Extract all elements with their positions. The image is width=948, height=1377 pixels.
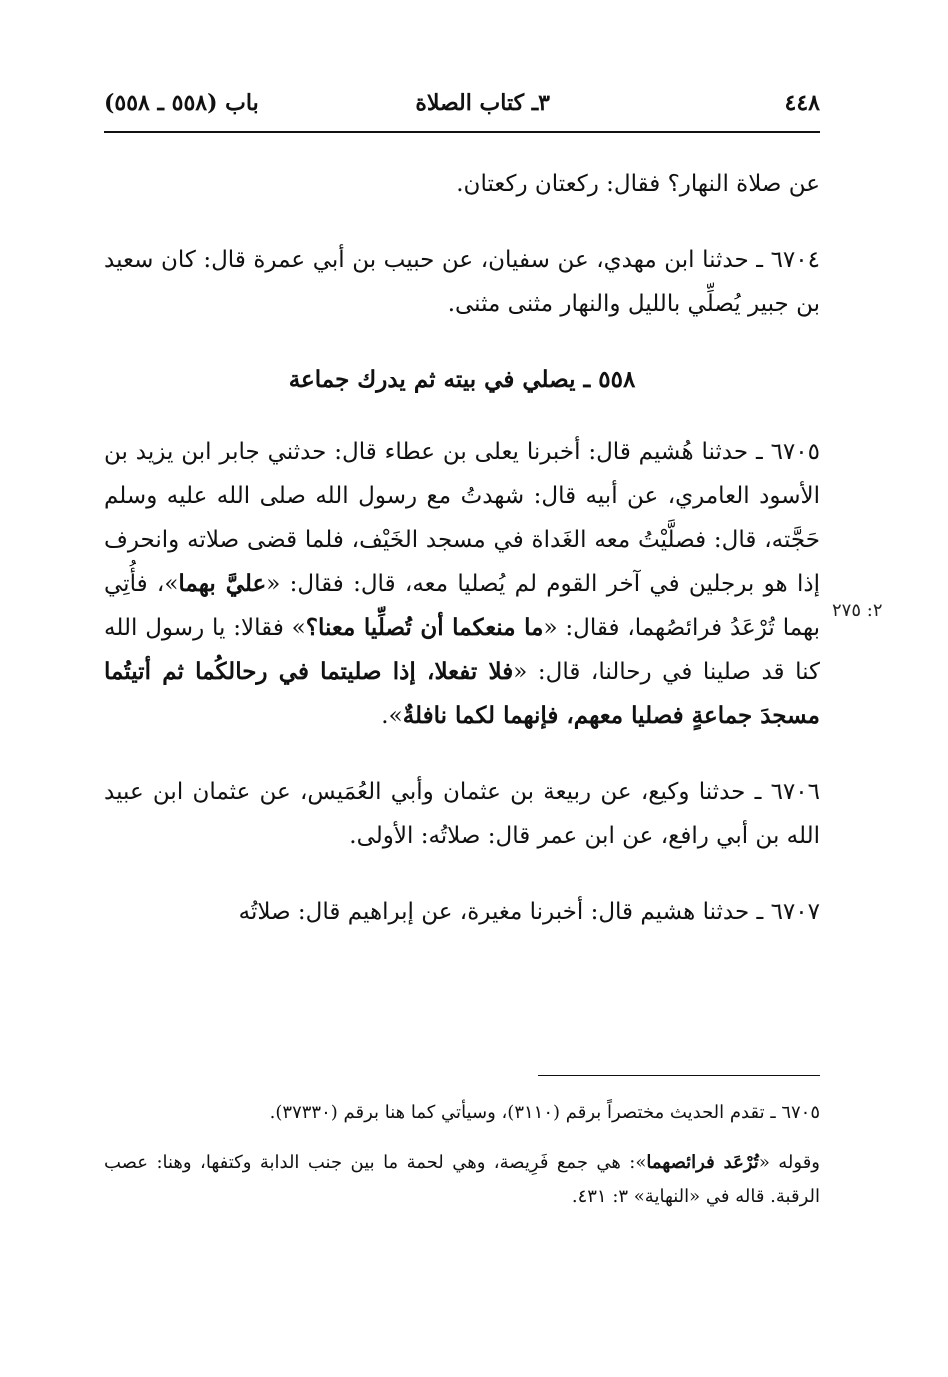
hadith-6705-quote-2: ما منعكما أن تُصلِّيا معنا؟ bbox=[305, 614, 544, 641]
hadith-6705-quote-3: فلا تفعلا، إذا صليتما في رحالكُما ثم أتيتُما مسجدَ جماعةٍ فصليا معهم، فإنهما لكما نافلةٌ bbox=[104, 658, 820, 729]
hadith-6705-text-3: » فقالا: يا رسول الله كنا قد صلينا في رحالنا، قال: « bbox=[104, 615, 820, 685]
hadith-6705-text-2: »، فأُتِي بهما تُرْعَدُ فرائصُهما، فقال: « bbox=[104, 571, 820, 641]
footnote-6705: ٦٧٠٥ ـ تقدم الحديث مختصراً برقم (٣١١٠)، وسيأتي كما هنا برقم (٣٧٣٣٠). bbox=[269, 1102, 820, 1123]
footnote-definition-term: تُرْعَد فرائصهما bbox=[646, 1152, 759, 1173]
footnote-definition-prefix: وقوله « bbox=[758, 1152, 820, 1173]
footnote-definition-text: »: هي جمع فَرِيصة، وهي لحمة ما بين جنب الدابة وكتفها، وهنا: عصب الرقبة. قاله في «النهاية» ٣: ٤٣١. bbox=[104, 1152, 820, 1207]
footnote-divider bbox=[538, 1075, 820, 1076]
footnotes bbox=[104, 1096, 820, 1230]
book-title: ٣ـ كتاب الصلاة bbox=[415, 90, 550, 116]
header-divider bbox=[104, 131, 820, 133]
hadith-6704: ٦٧٠٤ ـ حدثنا ابن مهدي، عن سفيان، عن حبيب بن أبي عمرة قال: كان سعيد بن جبير يُصلِّي بالليل والنهار مثنى مثنى. bbox=[104, 247, 820, 317]
hadith-6706: ٦٧٠٦ ـ حدثنا وكيع، عن ربيعة بن عثمان وأبي العُمَيس، عن عثمان ابن عبيد الله بن أبي رافع، عن ابن عمر قال: صلاتُه: الأولى. bbox=[104, 779, 820, 849]
footnote-definition bbox=[104, 1146, 820, 1214]
hadith-6705-quote-1: عليَّ بهما bbox=[178, 570, 267, 597]
hadith-6707: ٦٧٠٧ ـ حدثنا هشيم قال: أخبرنا مغيرة، عن إبراهيم قال: صلاتُه bbox=[238, 899, 820, 925]
margin-reference: ٢: ٢٧٥ bbox=[832, 600, 883, 621]
section-range: باب (٥٥٨ ـ ٥٥٨) bbox=[104, 90, 259, 116]
page-number: ٤٤٨ bbox=[784, 90, 820, 116]
running-header bbox=[104, 86, 820, 126]
hadith-6705-text-1: ٦٧٠٥ ـ حدثنا هُشيم قال: أخبرنا يعلى بن عطاء قال: حدثني جابر ابن يزيد بن الأسود العامري، عن أبيه قال: شهدتُ مع رسول الله صلى الله عليه وسلم حَجَّته، قال: فصلَّيْتُ معه الغَداة في مسجد الخَيْف، فلما قضى صلاته وانحرف إذا هو برجلين في آخر القوم لم يُصليا معه، قال: فقال: « bbox=[104, 439, 820, 597]
hadith-6705 bbox=[104, 430, 820, 738]
continuation-line: عن صلاة النهار؟ فقال: ركعتان ركعتان. bbox=[456, 171, 820, 197]
chapter-heading: ٥٥٨ ـ يصلي في بيته ثم يدرك جماعة bbox=[288, 366, 636, 393]
main-text bbox=[104, 162, 820, 966]
hadith-6705-text-4: ». bbox=[381, 703, 403, 729]
